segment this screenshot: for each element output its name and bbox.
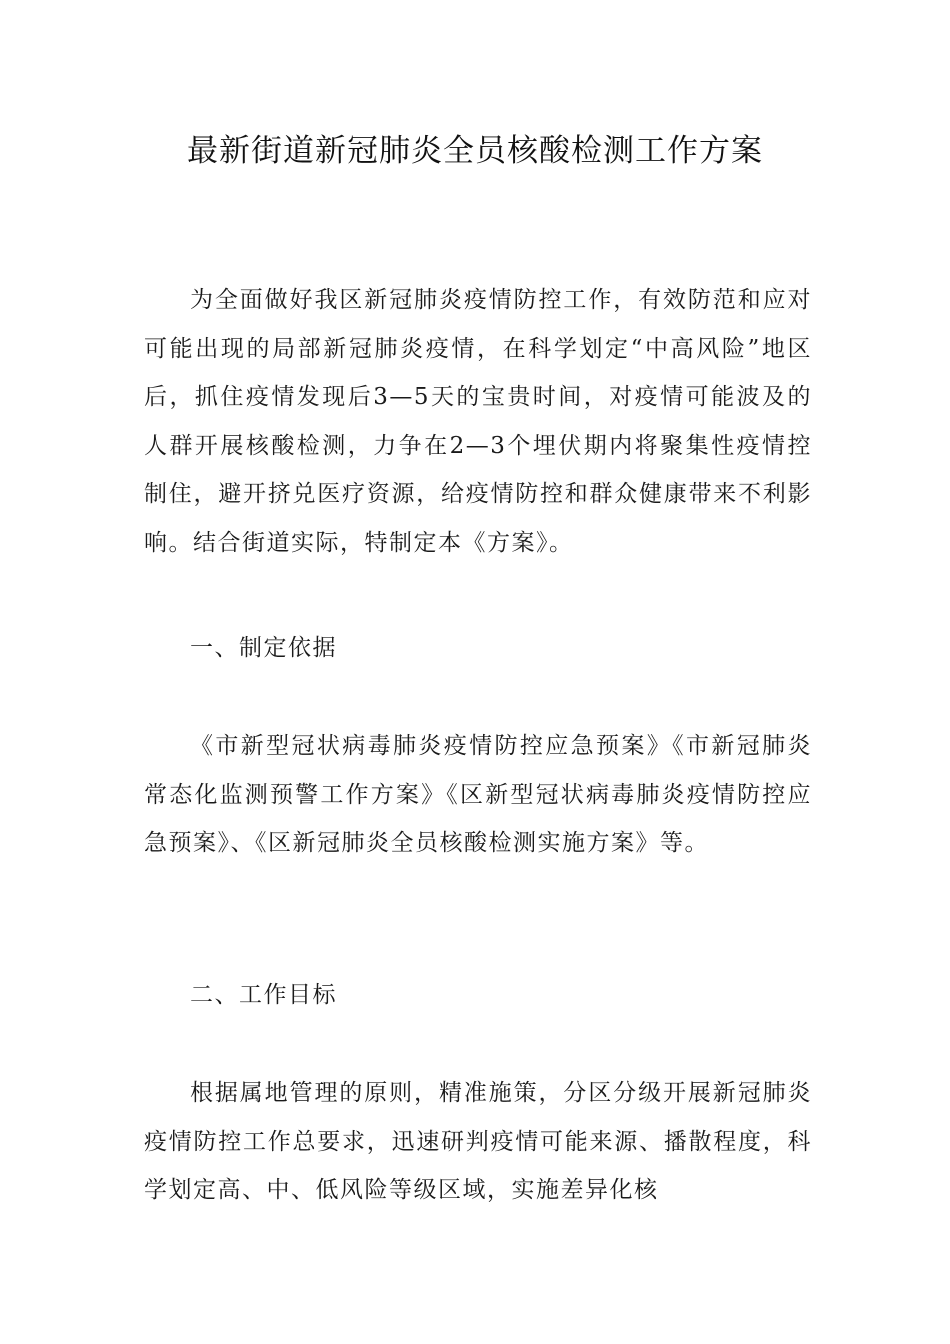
basis-paragraph: 《市新型冠状病毒肺炎疫情防控应急预案》《市新冠肺炎常态化监测预警工作方案》《区新型冠状病毒肺炎疫情防控应急预案》、《区新冠肺炎全员核酸检测实施方案》等。 bbox=[144, 733, 812, 856]
section-heading-goals: 二、工作目标 bbox=[190, 982, 337, 1008]
intro-paragraph: 为全面做好我区新冠肺炎疫情防控工作，有效防范和应对可能出现的局部新冠肺炎疫情，在科学划定“中高风险”地区后，抓住疫情发现后3—5天的宝贵时间，对疫情可能波及的人群开展核酸检测，力争在2—3个埋伏期内将聚集性疫情控制住，避开挤兑医疗资源，给疫情防控和群众健康带来不利影响。结合街道实际，特制定本《方案》。 bbox=[144, 287, 812, 556]
document-title: 最新街道新冠肺炎全员核酸检测工作方案 bbox=[187, 133, 763, 169]
goals-paragraph: 根据属地管理的原则，精准施策，分区分级开展新冠肺炎疫情防控工作总要求，迅速研判疫情可能来源、播散程度，科学划定高、中、低风险等级区域，实施差异化核 bbox=[144, 1080, 812, 1203]
section-heading-basis: 一、制定依据 bbox=[190, 635, 337, 661]
